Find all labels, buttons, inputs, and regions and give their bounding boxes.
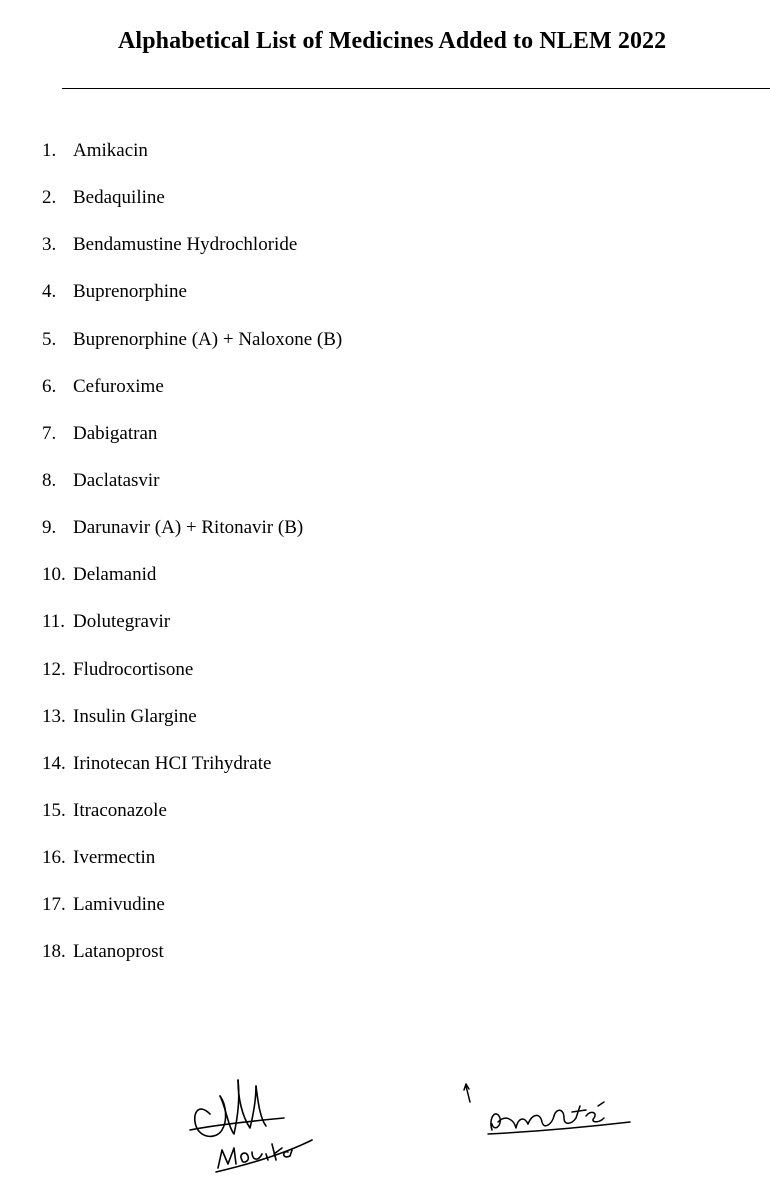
item-number: 9. <box>42 517 57 539</box>
item-number: 5. <box>42 328 57 350</box>
item-number: 16. <box>42 847 66 869</box>
medicine-name: Daclatasvir <box>73 469 160 491</box>
medicine-name: Darunavir (A) + Ritonavir (B) <box>73 517 304 539</box>
item-number: 2. <box>42 187 57 209</box>
item-number: 17. <box>42 894 66 916</box>
medicine-name: Lamivudine <box>73 894 165 916</box>
item-number: 4. <box>42 281 57 303</box>
signature-right <box>458 1078 638 1148</box>
item-number: 1. <box>42 140 57 161</box>
item-number: 13. <box>42 705 66 727</box>
item-number: 12. <box>42 658 66 680</box>
medicine-name: Buprenorphine (A) + Naloxone (B) <box>73 328 343 350</box>
page-title: Alphabetical List of Medicines Added to NLEM 2022 <box>118 28 667 54</box>
medicine-name: Buprenorphine <box>73 281 187 303</box>
title-divider <box>62 88 770 89</box>
medicine-name: Latanoprost <box>73 941 164 963</box>
item-number: 8. <box>42 469 57 491</box>
item-number: 11. <box>42 611 66 633</box>
medicine-name: Delamanid <box>73 564 157 586</box>
medicine-name: Dolutegravir <box>73 611 171 633</box>
medicine-name: Insulin Glargine <box>73 705 197 727</box>
medicine-name: Bedaquiline <box>73 187 165 209</box>
medicine-name: Itraconazole <box>73 799 167 821</box>
medicine-name: Dabigatran <box>73 422 158 444</box>
medicine-name: Fludrocortisone <box>73 658 194 680</box>
medicine-name: Ivermectin <box>73 847 156 869</box>
item-number: 18. <box>42 941 66 963</box>
item-number: 14. <box>42 752 66 774</box>
medicine-name: Bendamustine Hydrochloride <box>73 234 298 256</box>
medicine-name: Amikacin <box>73 140 148 161</box>
medicine-name: Cefuroxime <box>73 375 164 397</box>
item-number: 3. <box>42 234 57 256</box>
item-number: 15. <box>42 799 66 821</box>
medicine-name: Irinotecan HCI Trihydrate <box>73 752 272 774</box>
item-number: 10. <box>42 564 66 586</box>
item-number: 6. <box>42 375 57 397</box>
signature-left <box>180 1068 320 1178</box>
item-number: 7. <box>42 422 57 444</box>
